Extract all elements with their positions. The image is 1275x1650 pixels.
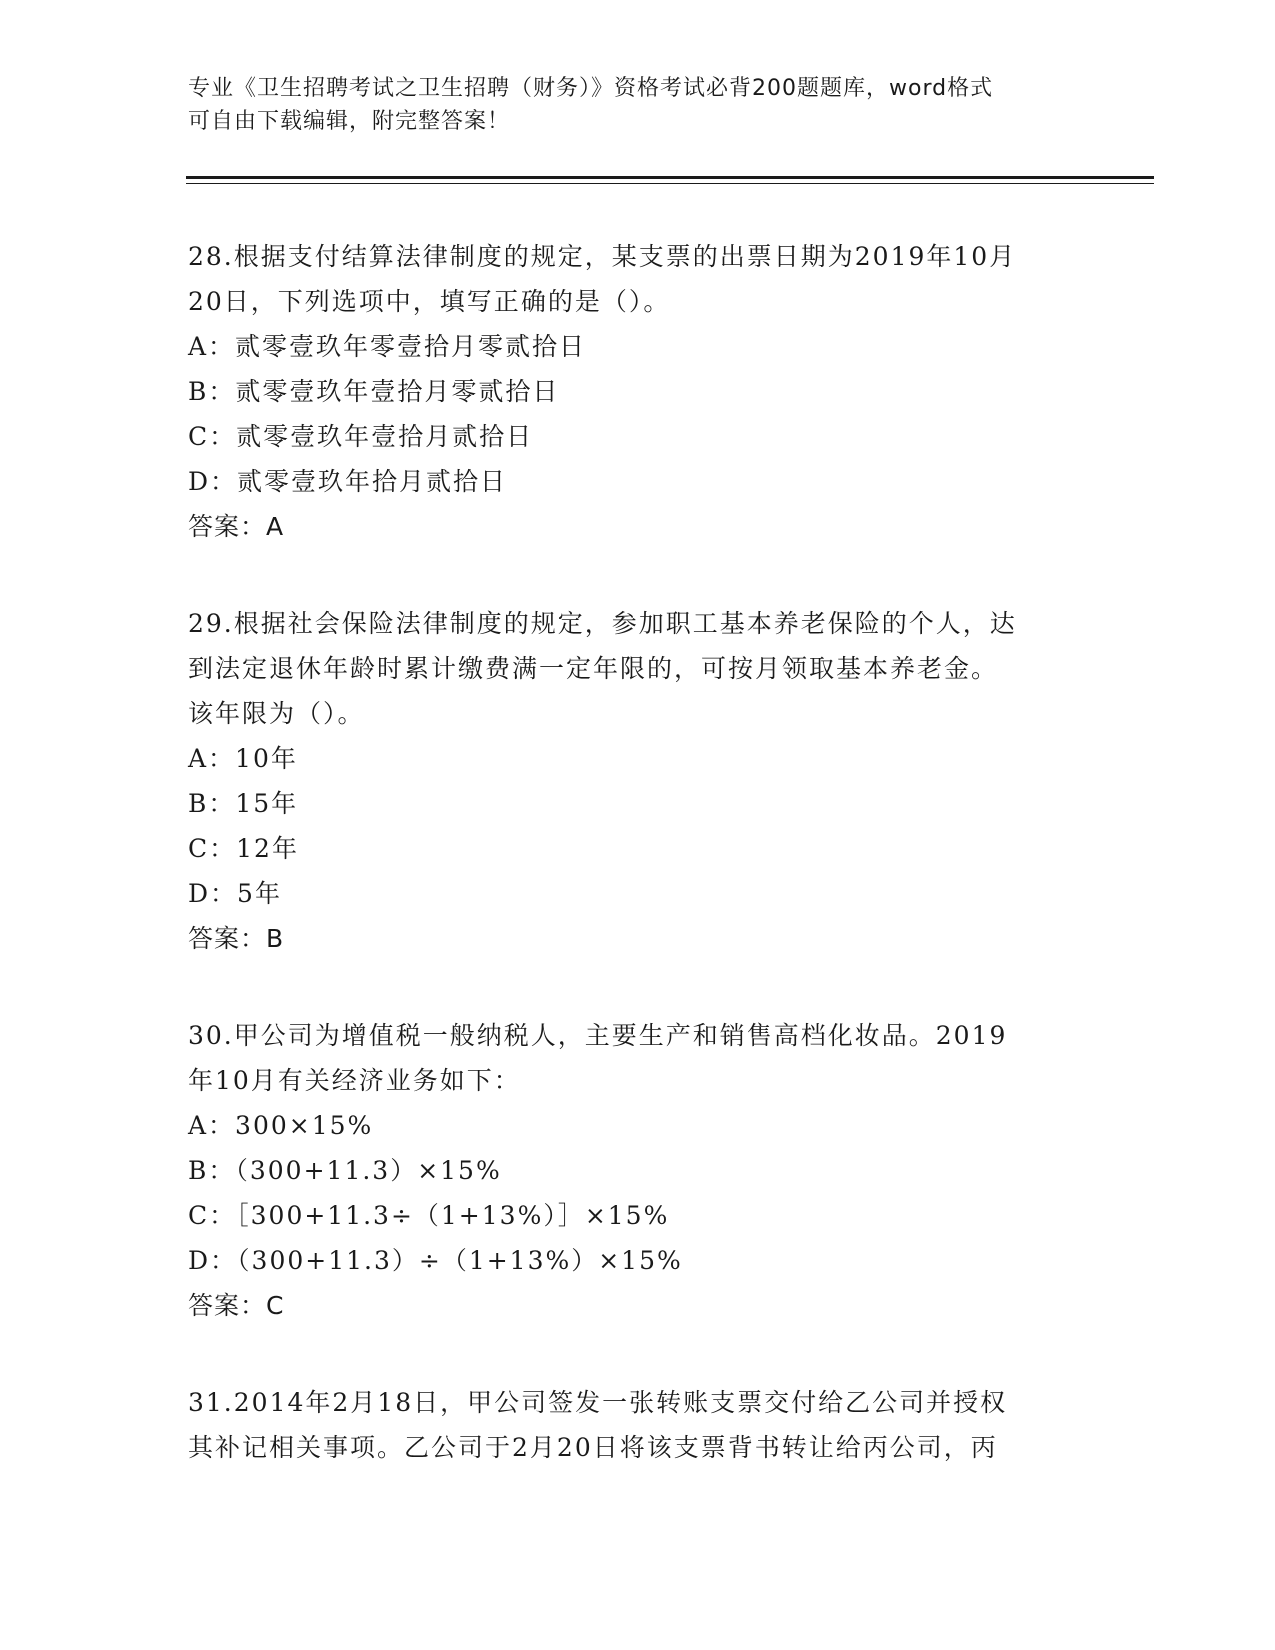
answer-line: 答案：A <box>188 512 285 541</box>
option-c: C：12年 <box>188 834 299 863</box>
stem-line: 31.2014年2月18日，甲公司签发一张转账支票交付给乙公司并授权 <box>188 1388 1008 1417</box>
question-stem <box>188 1380 1088 1470</box>
option-a: A：10年 <box>188 744 298 773</box>
stem-line: 年10月有关经济业务如下： <box>188 1066 521 1095</box>
stem-line: 该年限为（）。 <box>188 699 365 728</box>
question-stem <box>188 234 1088 324</box>
header-line-2: 可自由下载编辑，附完整答案！ <box>188 109 511 134</box>
header-divider-thin <box>186 183 1154 184</box>
header-line-1: 专业《卫生招聘考试之卫生招聘（财务）》资格考试必背200题题库，word格式 <box>188 76 994 101</box>
stem-line: 其补记相关事项。乙公司于2月20日将该支票背书转让给丙公司，丙 <box>188 1433 998 1462</box>
option-d: D：5年 <box>188 879 282 908</box>
question-28 <box>188 234 1088 549</box>
option-d: D：（300+11.3）÷（1+13%）×15% <box>188 1246 683 1275</box>
option-list <box>188 736 1088 916</box>
option-c: C：贰零壹玖年壹拾月贰拾日 <box>188 422 534 451</box>
answer-line: 答案：C <box>188 1291 285 1320</box>
header-divider-thick <box>186 176 1154 179</box>
option-a: A：300×15% <box>188 1111 374 1140</box>
option-list <box>188 324 1088 504</box>
stem-line: 到法定退休年龄时累计缴费满一定年限的，可按月领取基本养老金。 <box>188 654 999 683</box>
option-a: A：贰零壹玖年零壹拾月零贰拾日 <box>188 332 587 361</box>
stem-line: 20日，下列选项中，填写正确的是（）。 <box>188 287 671 316</box>
stem-line: 28.根据支付结算法律制度的规定，某支票的出票日期为2019年10月 <box>188 242 1017 271</box>
option-c: C：［300+11.3÷（1+13%）］×15% <box>188 1201 670 1230</box>
answer-line: 答案：B <box>188 924 285 953</box>
question-list <box>188 234 1088 1522</box>
document-header <box>188 72 1068 138</box>
question-stem <box>188 1013 1088 1103</box>
option-b: B：贰零壹玖年壹拾月零贰拾日 <box>188 377 560 406</box>
question-31 <box>188 1380 1088 1470</box>
option-b: B：（300+11.3）×15% <box>188 1156 502 1185</box>
question-stem <box>188 601 1088 736</box>
question-29 <box>188 601 1088 961</box>
option-b: B：15年 <box>188 789 299 818</box>
option-list <box>188 1103 1088 1283</box>
option-d: D：贰零壹玖年拾月贰拾日 <box>188 467 508 496</box>
question-30 <box>188 1013 1088 1328</box>
stem-line: 30.甲公司为增值税一般纳税人，主要生产和销售高档化妆品。2019 <box>188 1021 1008 1050</box>
stem-line: 29.根据社会保险法律制度的规定，参加职工基本养老保险的个人，达 <box>188 609 1017 638</box>
